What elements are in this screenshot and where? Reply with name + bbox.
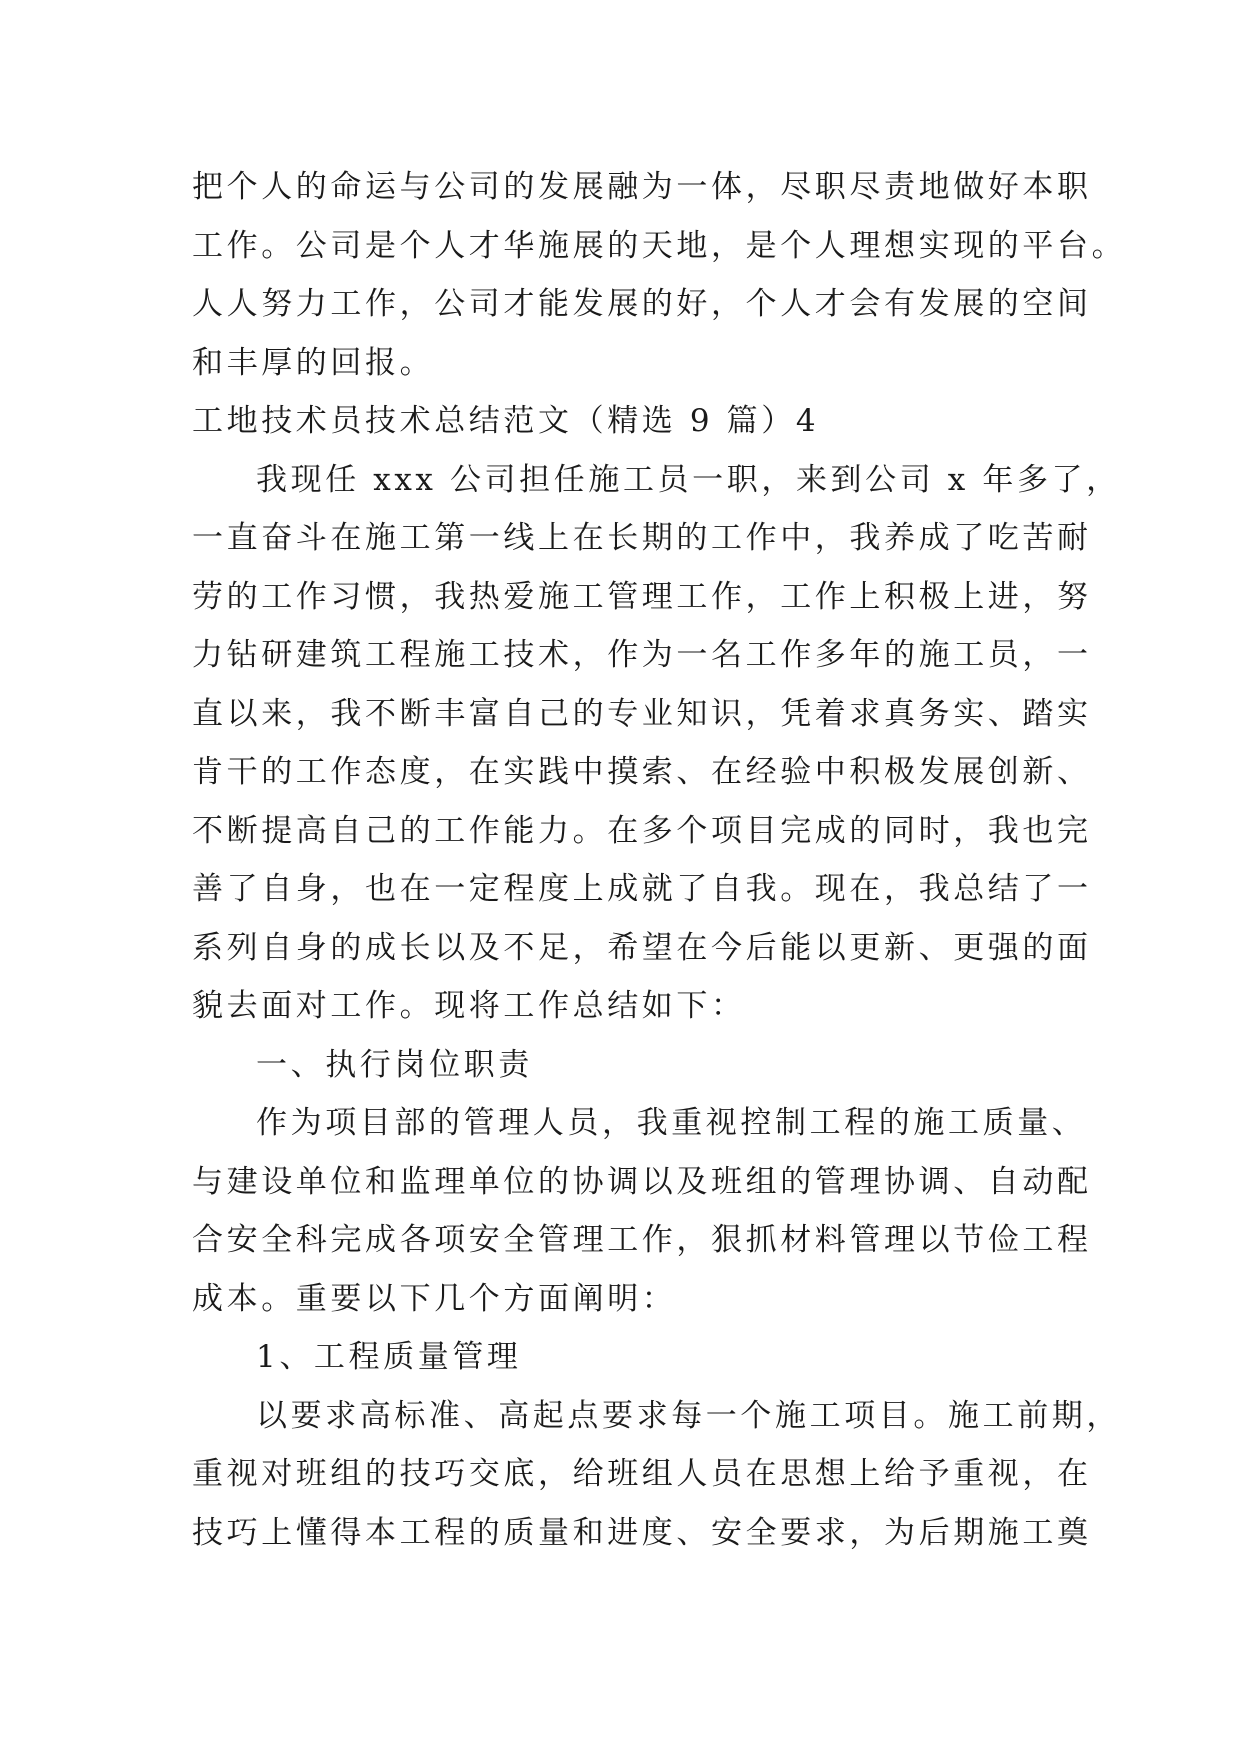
paragraph-line: 肯干的工作态度，在实践中摸索、在经验中积极发展创新、: [192, 754, 1092, 790]
paragraph-line: 力钻研建筑工程施工技术，作为一名工作多年的施工员，一: [192, 637, 1092, 673]
subsection-heading: 一、执行岗位职责: [256, 1046, 533, 1083]
paragraph-line: 和丰厚的回报。: [192, 344, 435, 381]
document-body: [192, 158, 1127, 1562]
section-heading: 工地技术员技术总结范文（精选 9 篇）4: [192, 403, 820, 439]
paragraph-line: 把个人的命运与公司的发展融为一体，尽职尽责地做好本职: [192, 169, 1092, 205]
paragraph-line: 技巧上懂得本工程的质量和进度、安全要求，为后期施工奠: [192, 1514, 1092, 1551]
paragraph-line: 工作。公司是个人才华施展的天地，是个人理想实现的平台。: [192, 227, 1127, 264]
paragraph-line: 作为项目部的管理人员，我重视控制工程的施工质量、: [256, 1105, 1087, 1141]
paragraph-line: 劳的工作习惯，我热爱施工管理工作，工作上积极上进，努: [192, 578, 1092, 615]
paragraph-line: 重视对班组的技巧交底，给班组人员在思想上给予重视，在: [192, 1456, 1092, 1492]
paragraph-line: 以要求高标准、高起点要求每一个施工项目。施工前期，: [256, 1397, 1121, 1434]
paragraph-line: 系列自身的成长以及不足，希望在今后能以更新、更强的面: [192, 929, 1092, 966]
paragraph-line: 貌去面对工作。现将工作总结如下：: [192, 988, 746, 1024]
paragraph-line: 直以来，我不断丰富自己的专业知识，凭着求真务实、踏实: [192, 695, 1092, 732]
paragraph-line: 成本。重要以下几个方面阐明：: [192, 1280, 677, 1317]
paragraph-line: 人人努力工作，公司才能发展的好，个人才会有发展的空间: [192, 286, 1092, 322]
paragraph-line: 与建设单位和监理单位的协调以及班组的管理协调、自动配: [192, 1163, 1092, 1200]
paragraph-line: 不断提高自己的工作能力。在多个项目完成的同时，我也完: [192, 812, 1092, 849]
paragraph-line: 我现任 xxx 公司担任施工员一职，来到公司 x 年多了，: [256, 461, 1121, 498]
paragraph-line: 一直奋斗在施工第一线上在长期的工作中，我养成了吃苦耐: [192, 520, 1092, 556]
paragraph-line: 合安全科完成各项安全管理工作，狠抓材料管理以节俭工程: [192, 1222, 1092, 1258]
paragraph-line: 善了自身，也在一定程度上成就了自我。现在，我总结了一: [192, 871, 1092, 907]
numbered-heading: 1、工程质量管理: [256, 1339, 522, 1375]
